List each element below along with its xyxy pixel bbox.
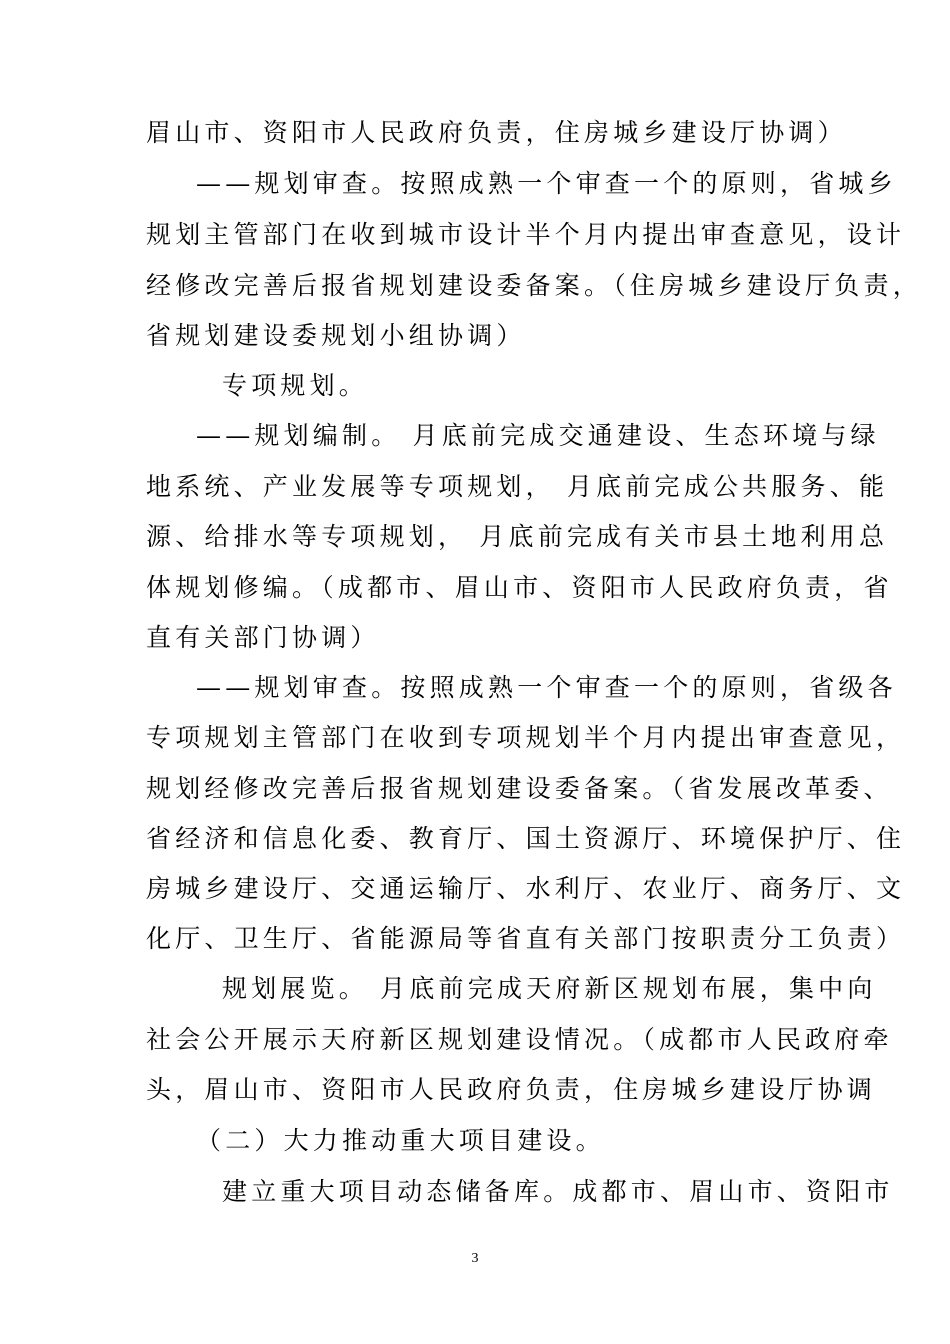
page-number: 3	[471, 1251, 479, 1266]
section-heading: （二）大力推动重大项目建设。	[196, 1126, 605, 1155]
text-line: 专项规划。	[222, 371, 369, 400]
text-line: 房城乡建设厅、交通运输厅、水利厅、农业厅、商务厅、文	[146, 874, 906, 903]
text-line: 社会公开展示天府新区规划建设情况。（成都市人民政府牵	[146, 1025, 893, 1054]
text-line: 直有关部门协调）	[146, 623, 380, 652]
text-line: 规划主管部门在收到城市设计半个月内提出审查意见，设计	[146, 220, 906, 249]
text-line: 头，眉山市、资阳市人民政府负责，住房城乡建设厅协调	[146, 1075, 877, 1104]
text-line: 省规划建设委规划小组协调）	[146, 321, 526, 350]
text-line: 规划展览。 月底前完成天府新区规划布展，集中向	[222, 974, 877, 1003]
text-line: 省经济和信息化委、教育厅、国土资源厅、环境保护厅、住	[146, 824, 906, 853]
text-line: 体规划修编。（成都市、眉山市、资阳市人民政府负责，省	[146, 573, 893, 602]
text-line: 经修改完善后报省规划建设委备案。（住房城乡建设厅负责，	[146, 271, 922, 300]
text-line: ——规划审查。按照成熟一个审查一个的原则，省级各	[196, 673, 897, 702]
text-line: 化厅、卫生厅、省能源局等省直有关部门按职责分工负责）	[146, 924, 906, 953]
text-line: 眉山市、资阳市人民政府负责，住房城乡建设厅协调）	[146, 118, 847, 147]
text-line: ——规划审查。按照成熟一个审查一个的原则，省城乡	[196, 169, 897, 198]
text-line: 建立重大项目动态储备库。成都市、眉山市、资阳市	[222, 1177, 894, 1206]
text-line: 专项规划主管部门在收到专项规划半个月内提出审查意见，	[146, 723, 906, 752]
text-line: 地系统、产业发展等专项规划， 月底前完成公共服务、能	[146, 472, 889, 501]
text-line: ——规划编制。 月底前完成交通建设、生态环境与绿	[196, 421, 880, 450]
text-line: 规划经修改完善后报省规划建设委备案。（省发展改革委、	[146, 774, 893, 803]
text-line: 源、给排水等专项规划， 月底前完成有关市县土地利用总	[146, 522, 889, 551]
